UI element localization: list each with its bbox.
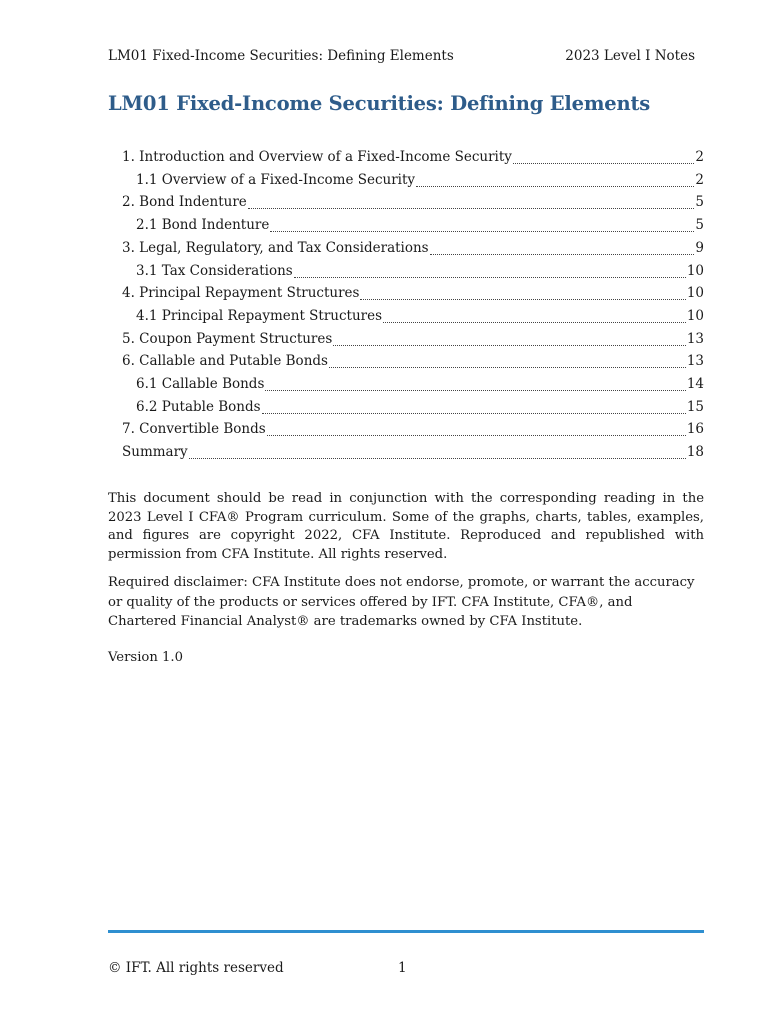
toc-leader-dots — [383, 311, 686, 323]
toc-entry-title: 7. Convertible Bonds — [122, 421, 266, 438]
toc-entry-page: 10 — [686, 307, 704, 324]
toc-entry[interactable] — [122, 149, 704, 169]
toc-entry[interactable] — [122, 444, 704, 464]
toc-leader-dots — [360, 288, 685, 300]
running-header-level: 2023 Level I Notes — [565, 48, 695, 64]
toc-entry[interactable] — [136, 376, 704, 396]
toc-entry-title: 5. Coupon Payment Structures — [122, 330, 333, 347]
toc-entry-title: 4. Principal Repayment Structures — [122, 285, 360, 302]
toc-entry-page: 13 — [686, 353, 704, 370]
toc-leader-dots — [189, 447, 686, 459]
toc-entry[interactable] — [122, 194, 704, 214]
notice-paragraph: This document should be read in conjunction with the corresponding reading in the 2023 Level I CFA® Program curriculum. Some of the graphs, charts, tables, examples, and figures are copyright 2022, CFA Institute. Reproduced and republished with permission from CFA Institute. All rights reserved. — [108, 491, 704, 562]
toc-entry[interactable] — [136, 399, 704, 419]
toc-entry-title: 2.1 Bond Indenture — [136, 217, 270, 234]
toc-leader-dots — [248, 197, 695, 209]
toc-entry-title: 6.2 Putable Bonds — [136, 398, 261, 415]
toc-entry-title: 3. Legal, Regulatory, and Tax Considerations — [122, 239, 429, 256]
toc-leader-dots — [513, 152, 694, 164]
toc-entry[interactable] — [136, 308, 704, 328]
footer-rule — [108, 930, 704, 933]
toc-entry-title: 2. Bond Indenture — [122, 194, 247, 211]
toc-entry[interactable] — [122, 331, 704, 351]
toc-entry-title: 6.1 Callable Bonds — [136, 376, 265, 392]
toc-entry-page: 14 — [686, 376, 704, 392]
page-number: 1 — [398, 960, 407, 976]
toc-entry-page: 5 — [695, 217, 704, 234]
toc-entry-title: 3.1 Tax Considerations — [136, 262, 293, 279]
toc-entry[interactable] — [136, 217, 704, 237]
toc-entry-title: 4.1 Principal Repayment Structures — [136, 307, 383, 324]
toc-entry[interactable] — [122, 353, 704, 373]
toc-entry-page: 15 — [686, 398, 704, 415]
toc-entry-page: 9 — [695, 239, 704, 256]
toc-entry[interactable] — [136, 263, 704, 283]
toc-entry-page: 2 — [695, 171, 704, 188]
document-title: LM01 Fixed-Income Securities: Defining Elements — [108, 92, 651, 115]
toc-entry-title: 1.1 Overview of a Fixed-Income Security — [136, 171, 416, 188]
toc-entry[interactable] — [136, 172, 704, 192]
toc-entry[interactable] — [122, 240, 704, 260]
toc-leader-dots — [262, 402, 686, 414]
toc-entry[interactable] — [122, 285, 704, 305]
toc-entry[interactable] — [122, 421, 704, 441]
toc-leader-dots — [267, 424, 686, 436]
toc-entry-page: 18 — [686, 444, 704, 461]
toc-leader-dots — [333, 334, 686, 346]
toc-leader-dots — [294, 266, 686, 278]
toc-entry-title: Summary — [122, 444, 188, 461]
toc-leader-dots — [430, 243, 695, 255]
toc-leader-dots — [265, 379, 685, 391]
footer-copyright: © IFT. All rights reserved — [108, 960, 284, 976]
disclaimer-paragraph: Required disclaimer: CFA Institute does not endorse, promote, or warrant the accuracy or quality of the products or services offered by IFT. CFA Institute, CFA®, and Chartered Financial Analyst® are trademarks owned by CFA Institute. — [108, 575, 695, 629]
version-label: Version 1.0 — [108, 650, 184, 665]
toc-entry-page: 13 — [686, 330, 704, 347]
toc-leader-dots — [329, 356, 686, 368]
toc-entry-page: 16 — [686, 421, 704, 438]
toc-entry-page: 10 — [686, 285, 704, 302]
toc-leader-dots — [270, 220, 694, 232]
toc-entry-title: 6. Callable and Putable Bonds — [122, 353, 328, 370]
toc-leader-dots — [416, 175, 694, 187]
toc-entry-page: 10 — [686, 262, 704, 279]
running-header-title: LM01 Fixed-Income Securities: Defining Elements — [108, 48, 454, 64]
toc-entry-page: 2 — [695, 149, 704, 165]
toc-entry-title: 1. Introduction and Overview of a Fixed-Income Security — [122, 149, 512, 165]
toc-entry-page: 5 — [695, 194, 704, 211]
